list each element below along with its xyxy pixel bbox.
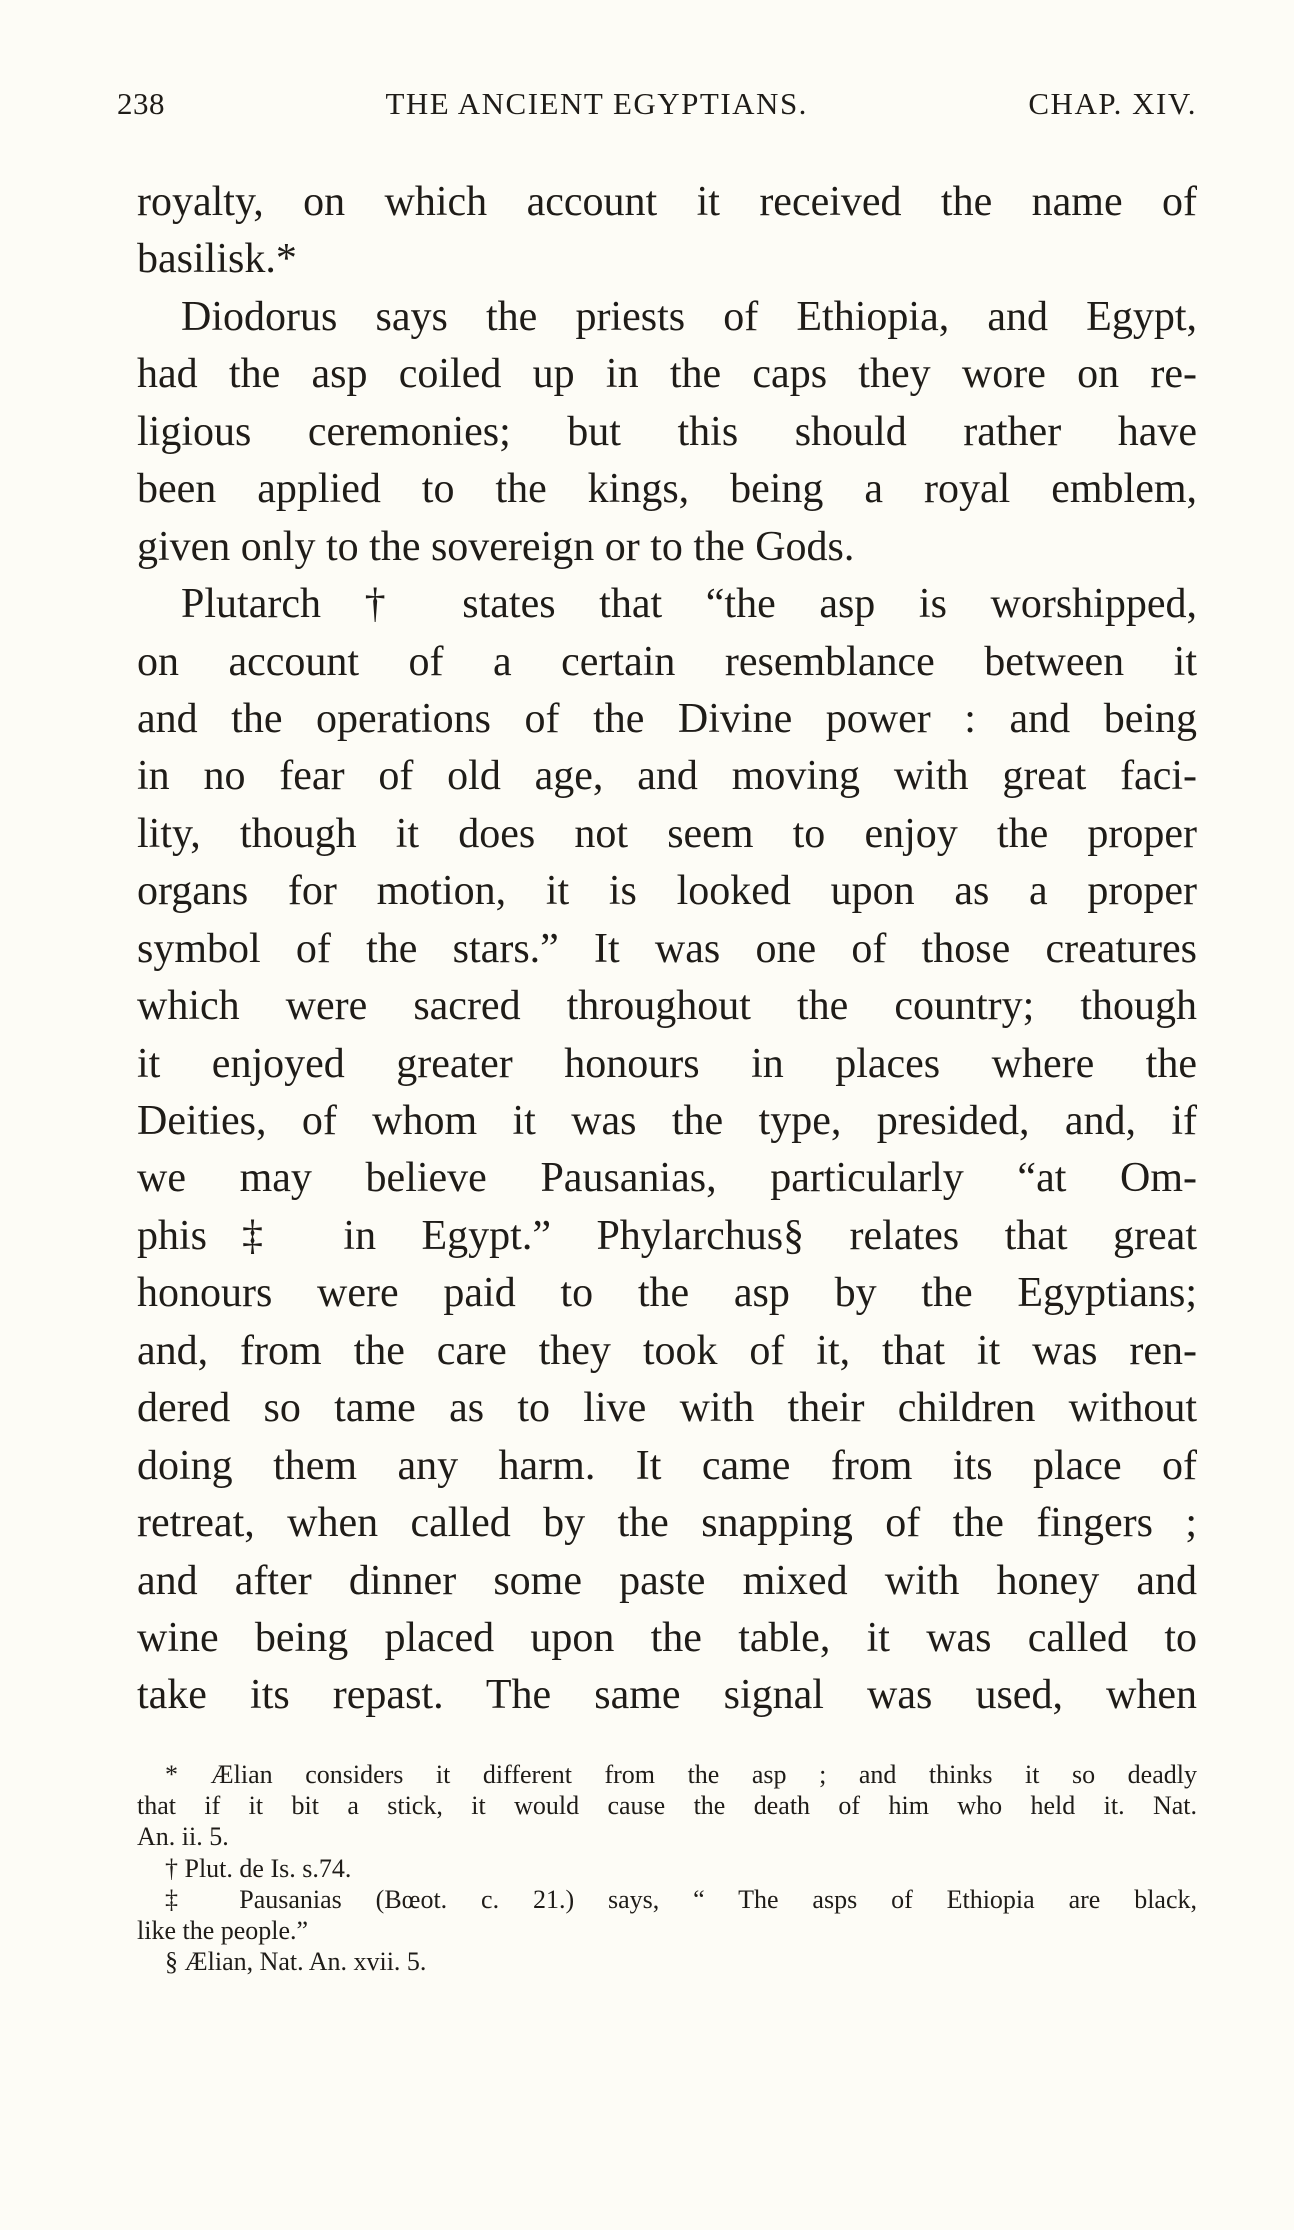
text-line: honours were paid to the asp by the Egyptians; [137, 1270, 1197, 1317]
text-line: royalty, on which account it received the name of [137, 179, 1197, 225]
footnote-line: § Ælian, Nat. An. xvii. 5. [165, 1947, 427, 1977]
text-line: basilisk.* [137, 236, 297, 283]
text-line: Plutarch † states that “the asp is worshipped, [181, 581, 1197, 628]
text-line: it enjoyed greater honours in places where the [137, 1040, 1197, 1087]
text-line: and, from the care they took of it, that it was ren- [137, 1327, 1197, 1374]
text-line: doing them any harm. It came from its place of [137, 1442, 1197, 1489]
text-line: Diodorus says the priests of Ethiopia, and Egypt, [181, 293, 1197, 340]
page-number: 238 [117, 86, 165, 121]
footnote-line: that if it bit a stick, it would cause the death of him who held it. Nat. [137, 1791, 1197, 1821]
text-line: Deities, of whom it was the type, presided, and, if [137, 1098, 1197, 1144]
footnote-line: like the people.” [137, 1915, 309, 1945]
footnotes [137, 1759, 1197, 1977]
text-line: wine being placed upon the table, it was called to [137, 1614, 1197, 1661]
text-line: ligious ceremonies; but this should rather have [137, 408, 1197, 455]
text-line: lity, though it does not seem to enjoy the proper [137, 810, 1197, 857]
running-title: THE ANCIENT EGYPTIANS. [385, 86, 808, 121]
text-line: in no fear of old age, and moving with great faci- [137, 753, 1197, 800]
text-line: had the asp coiled up in the caps they wore on re- [137, 351, 1197, 398]
footnote-line: ‡ Pausanias (Bœot. c. 21.) says, “ The asps of Ethiopia are black, [165, 1884, 1197, 1914]
text-line: and after dinner some paste mixed with honey and [137, 1557, 1197, 1604]
text-line: and the operations of the Divine power : and being [137, 695, 1197, 742]
footnote-line: * Ælian considers it different from the asp ; and thinks it so deadly [165, 1760, 1197, 1789]
text-line: dered so tame as to live with their children without [137, 1385, 1197, 1432]
text-line: which were sacred throughout the country; though [137, 983, 1197, 1030]
text-line: we may believe Pausanias, particularly “at Om- [137, 1155, 1197, 1202]
footnote-line: † Plut. de Is. s.74. [165, 1853, 352, 1883]
text-line: take its repast. The same signal was used, when [137, 1672, 1197, 1719]
chapter-label: CHAP. XIV. [1028, 86, 1197, 121]
text-line: symbol of the stars.” It was one of those creatures [137, 925, 1197, 972]
text-line: been applied to the kings, being a royal emblem, [137, 466, 1197, 513]
text-line: retreat, when called by the snapping of the fingers ; [137, 1500, 1197, 1547]
footnote-line: An. ii. 5. [137, 1822, 229, 1852]
text-line: on account of a certain resemblance between it [137, 638, 1197, 685]
text-line: phis‡ in Egypt.” Phylarchus§ relates that great [137, 1212, 1197, 1259]
text-line: given only to the sovereign or to the Gods. [137, 523, 855, 570]
running-header [117, 82, 1197, 126]
text-line: organs for motion, it is looked upon as a proper [137, 868, 1197, 915]
main-text [137, 174, 1197, 1725]
